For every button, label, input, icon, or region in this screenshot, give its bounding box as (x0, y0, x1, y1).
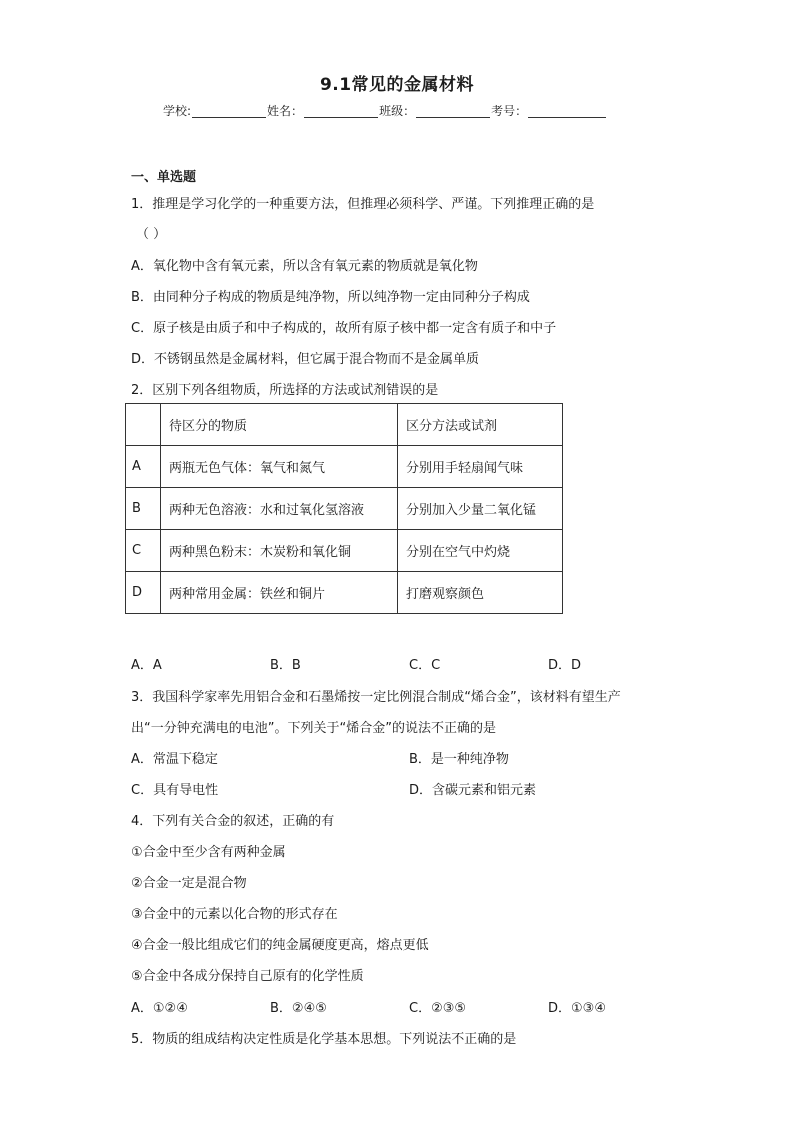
school-blank[interactable] (192, 103, 266, 118)
q4-item: ⑤合金中各成分保持自己原有的化学性质 (131, 969, 364, 984)
table-header-cell (126, 404, 161, 446)
table-cell: B (126, 488, 161, 530)
table-cell: 两种无色溶液：水和过氧化氢溶液 (161, 488, 398, 530)
q1-stem: 1．推理是学习化学的一种重要方法，但推理必须科学、严谨。下列推理正确的是 (131, 197, 595, 212)
q3-stem-line2: 出“一分钟充满电的电池”。下列关于“烯合金”的说法不正确的是 (131, 721, 496, 736)
q4-choice-b: B．②④⑤ (270, 1001, 327, 1016)
q4-stem: 4．下列有关合金的叙述，正确的有 (131, 814, 335, 829)
table-cell: 分别用手轻扇闻气味 (398, 446, 563, 488)
q4-item: ②合金一定是混合物 (131, 876, 247, 891)
q2-choice-d: D．D (548, 658, 582, 673)
table-cell: 分别在空气中灼烧 (398, 530, 563, 572)
q2-stem: 2．区别下列各组物质，所选择的方法或试剂错误的是 (131, 383, 439, 398)
table-cell: D (126, 572, 161, 614)
table-cell: A (126, 446, 161, 488)
table-header-row (126, 404, 563, 446)
q1-answer-paren: （ ） (136, 227, 167, 242)
q2-table (125, 403, 563, 614)
section-heading: 一、单选题 (131, 170, 197, 185)
q5-stem: 5．物质的组成结构决定性质是化学基本思想。下列说法不正确的是 (131, 1032, 517, 1047)
q3-choice-b: B．是一种纯净物 (409, 752, 509, 767)
q2-choice-c: C．C (409, 658, 441, 673)
table-cell: 打磨观察颜色 (398, 572, 563, 614)
q2-choice-a: A．A (131, 658, 162, 673)
q4-item: ①合金中至少含有两种金属 (131, 845, 286, 860)
q3-choice-a: A．常温下稳定 (131, 752, 218, 767)
q4-choice-a: A．①②④ (131, 1001, 188, 1016)
q1-option-d: D．不锈钢虽然是金属材料，但它属于混合物而不是金属单质 (131, 352, 480, 367)
q3-choice-c: C．具有导电性 (131, 783, 219, 798)
class-blank[interactable] (416, 103, 490, 118)
page-title: 9.1常见的金属材料 (319, 75, 475, 95)
exam-no-blank[interactable] (528, 103, 606, 118)
table-cell: C (126, 530, 161, 572)
q1-option-b: B．由同种分子构成的物质是纯净物，所以纯净物一定由同种分子构成 (131, 290, 530, 305)
exam-no-label: 考号： (491, 104, 528, 118)
q1-option-c: C．原子核是由质子和中子构成的，故所有原子核中都一定含有质子和中子 (131, 321, 557, 336)
table-cell: 分别加入少量二氧化锰 (398, 488, 563, 530)
name-label: 姓名： (267, 104, 304, 118)
q2-choice-b: B．B (270, 658, 301, 673)
q3-choice-d: D．含碳元素和铝元素 (409, 783, 537, 798)
q3-stem-line1: 3．我国科学家率先用铝合金和石墨烯按一定比例混合制成“烯合金”，该材料有望生产 (131, 690, 621, 705)
student-info-line (163, 102, 607, 119)
q4-item: ④合金一般比组成它们的纯金属硬度更高，熔点更低 (131, 938, 429, 953)
q4-choice-d: D．①③④ (548, 1001, 606, 1016)
table-header-cell: 待区分的物质 (161, 404, 398, 446)
table-row (126, 530, 563, 572)
table-header-cell: 区分方法或试剂 (398, 404, 563, 446)
table-cell: 两瓶无色气体：氧气和氮气 (161, 446, 398, 488)
q4-item: ③合金中的元素以化合物的形式存在 (131, 907, 338, 922)
class-label: 班级： (379, 104, 416, 118)
name-blank[interactable] (304, 103, 378, 118)
q1-option-a: A．氧化物中含有氧元素，所以含有氧元素的物质就是氧化物 (131, 259, 478, 274)
table-cell: 两种常用金属：铁丝和铜片 (161, 572, 398, 614)
table-cell: 两种黑色粉末：木炭粉和氧化铜 (161, 530, 398, 572)
table-row (126, 446, 563, 488)
q4-choice-c: C．②③⑤ (409, 1001, 467, 1016)
table-row (126, 488, 563, 530)
school-label: 学校: (163, 104, 192, 118)
table-row (126, 572, 563, 614)
